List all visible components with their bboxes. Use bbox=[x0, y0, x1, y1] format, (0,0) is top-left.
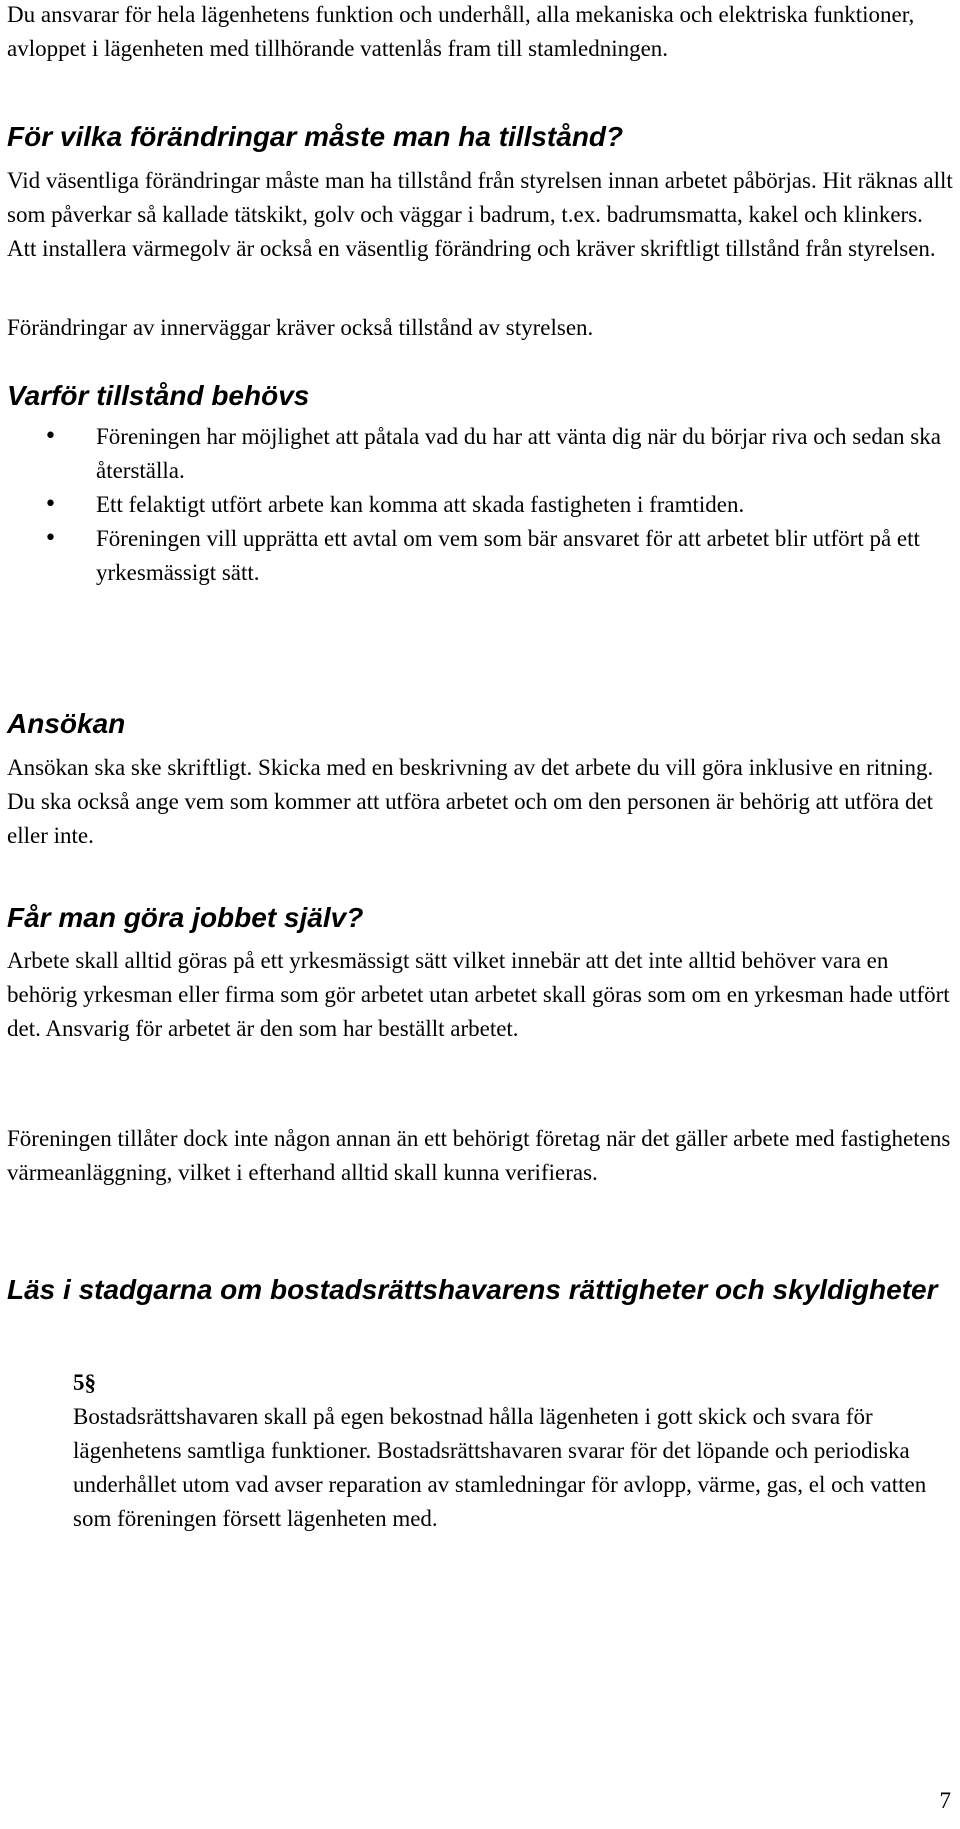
page-number: 7 bbox=[939, 1788, 951, 1813]
list-item-text: Ett felaktigt utfört arbete kan komma att skada fastigheten i framtiden. bbox=[96, 492, 745, 517]
why-permission-heading: Varför tillstånd behövs bbox=[7, 380, 310, 411]
why-permission-list bbox=[7, 420, 953, 590]
interior-walls-paragraph: Förändringar av innerväggar kräver också tillstånd av styrelsen. bbox=[7, 315, 594, 340]
list-item-text: Föreningen har möjlighet att påtala vad du har att vänta dig när du börjar riva och sedan ska återställa. bbox=[96, 424, 941, 483]
intro-paragraph: Du ansvarar för hela lägenhetens funktion och underhåll, alla mekaniska och elektriska funktioner, avloppet i lägenheten med tillhörande vattenlås fram till stamledningen. bbox=[7, 2, 915, 61]
self-work-paragraph: Arbete skall alltid göras på ett yrkesmässigt sätt vilket innebär att det inte alltid behöver vara en behörig yrkesman eller firma som gör arbetet utan arbetet skall göras som om en yrkesman hade utfört det. Ansvarig för arbetet är den som har beställt arbetet. bbox=[7, 948, 950, 1041]
list-item bbox=[7, 420, 953, 488]
section-number: 5§ bbox=[73, 1370, 96, 1395]
section-text: Bostadsrättshavaren skall på egen bekostnad hålla lägenheten i gott skick och svara för lägenhetens samtliga funktioner. Bostadsrättshavaren svarar för det löpande och periodiska underhållet utom vad avser reparation av stamledningar för avlopp, värme, gas, el och vatten som föreningen försett lägenheten med. bbox=[73, 1404, 927, 1531]
list-item bbox=[7, 522, 953, 590]
permission-paragraph: Vid väsentliga förändringar måste man ha tillstånd från styrelsen innan arbetet påbörjas. Hit räknas allt som påverkar så kallade tätskikt, golv och väggar i badrum, t.ex. badrumsmatta, kakel och klinkers. Att installera värmegolv är också en väsentlig förändring och kräver skriftligt tillstånd från styrelsen. bbox=[7, 168, 953, 261]
bullet-icon: • bbox=[44, 492, 57, 517]
permission-heading: För vilka förändringar måste man ha tillstånd? bbox=[7, 121, 624, 152]
self-work-heading: Får man göra jobbet själv? bbox=[7, 902, 364, 933]
application-paragraph: Ansökan ska ske skriftligt. Skicka med en beskrivning av det arbete du vill göra inklusive en ritning. Du ska också ange vem som kommer att utföra arbetet och om den personen är behörig att utföra det eller inte. bbox=[7, 755, 934, 848]
heating-system-paragraph: Föreningen tillåter dock inte någon annan än ett behörigt företag när det gäller arbete med fastighetens värmeanläggning, vilket i efterhand alltid skall kunna verifieras. bbox=[7, 1126, 951, 1185]
bylaws-heading: Läs i stadgarna om bostadsrättshavarens rättigheter och skyldigheter bbox=[7, 1274, 938, 1305]
application-heading: Ansökan bbox=[7, 708, 126, 739]
list-item bbox=[7, 488, 953, 522]
bullet-icon: • bbox=[44, 526, 57, 551]
list-item-text: Föreningen vill upprätta ett avtal om vem som bär ansvaret för att arbetet blir utfört på ett yrkesmässigt sätt. bbox=[96, 526, 920, 585]
bullet-icon: • bbox=[44, 424, 57, 449]
bylaws-section bbox=[73, 1366, 953, 1536]
